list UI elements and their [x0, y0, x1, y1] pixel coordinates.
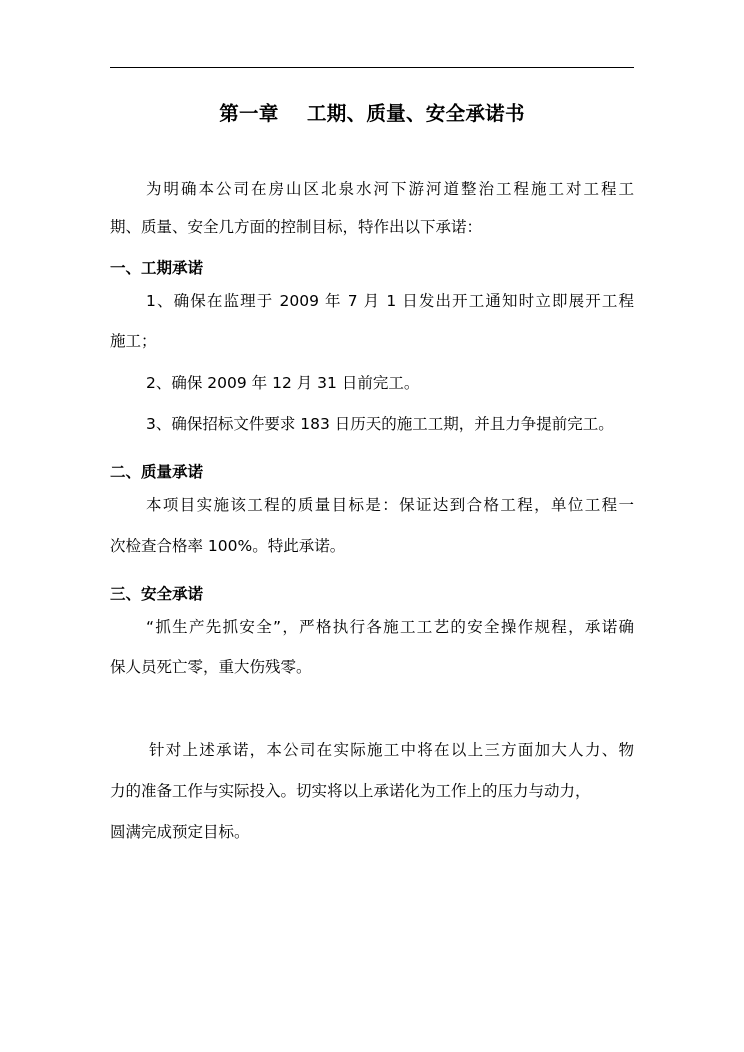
section-heading-safety: 三、安全承诺: [110, 585, 204, 603]
intro-line-1: 为明确本公司在房山区北泉水河下游河道整治工程施工对工程工: [146, 180, 634, 198]
schedule-item-1-line-1: 1、确保在监理于 2009 年 7 月 1 日发出开工通知时立即展开工程: [146, 292, 634, 310]
chapter-title: 第一章 工期、质量、安全承诺书: [219, 102, 525, 125]
closing-line-3: 圆满完成预定目标。: [110, 823, 250, 841]
schedule-item-1-line-2: 施工；: [110, 332, 157, 350]
section-heading-quality: 二、质量承诺: [110, 463, 204, 481]
intro-line-2: 期、质量、安全几方面的控制目标，特作出以下承诺：: [110, 218, 483, 236]
closing-line-2: 力的准备工作与实际投入。切实将以上承诺化为工作上的压力与动力，: [110, 782, 591, 800]
closing-line-1: 针对上述承诺，本公司在实际施工中将在以上三方面加大人力、物: [149, 741, 634, 759]
section-heading-schedule: 一、工期承诺: [110, 259, 204, 277]
quality-line-2: 次检查合格率 100%。特此承诺。: [110, 537, 346, 555]
quality-line-1: 本项目实施该工程的质量目标是：保证达到合格工程，单位工程一: [146, 496, 634, 514]
safety-line-2: 保人员死亡零，重大伤残零。: [110, 658, 312, 676]
header-rule: [110, 67, 634, 68]
schedule-item-3: 3、确保招标文件要求 183 日历天的施工工期，并且力争提前完工。: [146, 415, 614, 433]
safety-line-1: “抓生产先抓安全”，严格执行各施工工艺的安全操作规程，承诺确: [146, 618, 634, 636]
schedule-item-2: 2、确保 2009 年 12 月 31 日前完工。: [146, 374, 420, 392]
